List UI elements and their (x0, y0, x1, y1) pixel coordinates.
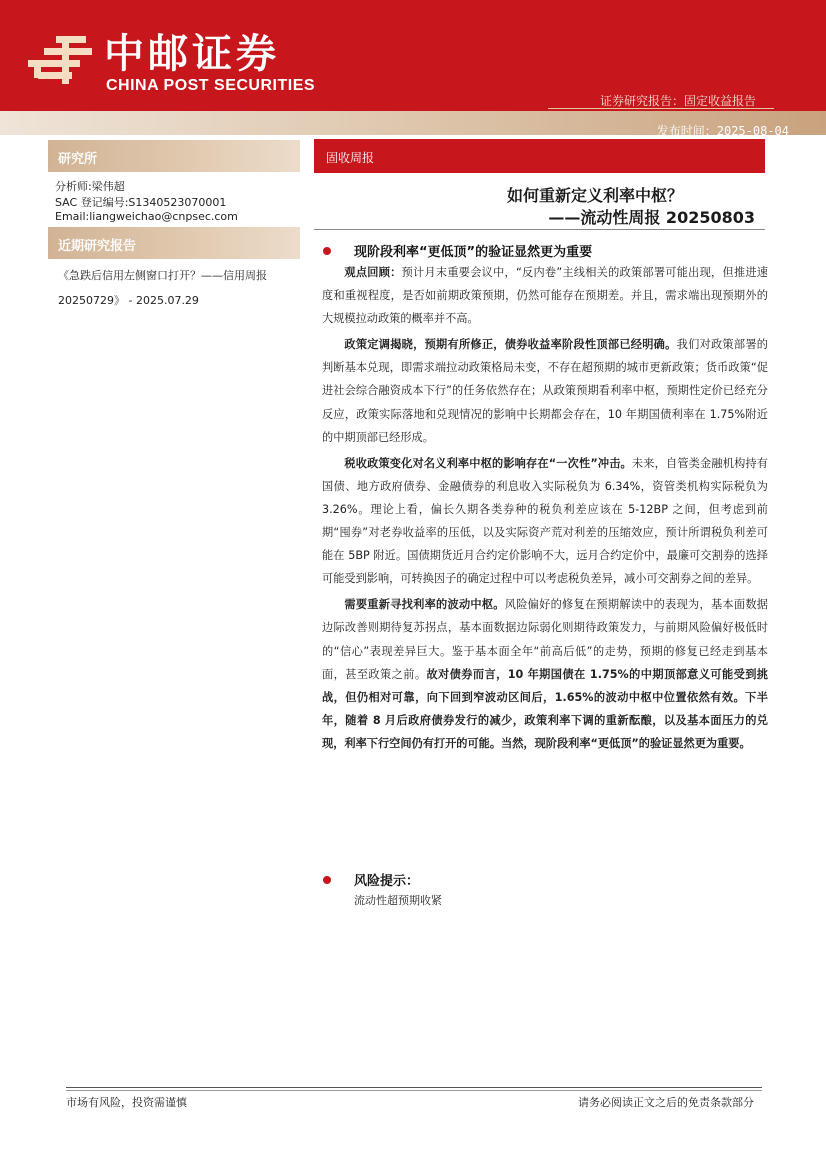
institute-section-title: 研究所 (48, 140, 300, 172)
brand-name-cn: 中邮证券 (104, 31, 280, 77)
report-subtitle: ——流动性周报 20250803 (548, 208, 755, 227)
recent-report-link[interactable]: 《急跌后信用左侧窗口打开？——信用周报 20250729》 - 2025.07.29 (58, 269, 267, 307)
paragraph-lead: 观点回顾： (344, 266, 402, 279)
paragraph-center (322, 593, 768, 755)
paragraph-tax (322, 452, 768, 591)
paragraph-review (322, 261, 768, 330)
paragraph-text: 预计月末重要会议中，“反内卷”主线相关的政策部署可能出现，但推进速度和重视程度，是否如前期政策预期，仍然可能存在预期差。并且，需求端出现预期外的大规模拉动政策的概率并不高。 (322, 266, 768, 326)
paragraph-conclusion: 故对债券而言，10 年期国债在 1.75%的中期顶部意义可能受到挑战，但仍相对可靠，向下回到窄波动区间后，1.65%的波动中枢中位置依然有效。下半年，随着 8 月后政府债券发行的减少，政策利率下调的重新酝酿，以及基本面压力的兑现，利率下行空间仍有打开的可能。当然，现阶段利率“更低顶”的验证显然更为重要。 (322, 667, 768, 750)
analyst-name: 分析师:梁伟超 (55, 180, 125, 193)
paragraph-lead: 需要重新寻找利率的波动中枢。 (344, 598, 505, 612)
footer-disclaimer: 请务必阅读正文之后的免责条款部分 (578, 1096, 754, 1109)
report-category-bar: 固收周报 (314, 139, 765, 173)
bullet-dot-icon (323, 876, 331, 884)
china-post-logo-icon (26, 34, 98, 86)
bullet-dot-icon (323, 247, 331, 255)
title-divider (314, 229, 765, 230)
paragraph-lead: 政策定调揭晓，预期有所修正，债券收益率阶段性顶部已经明确。 (344, 338, 677, 352)
brand-name-en: CHINA POST SECURITIES (106, 77, 316, 94)
paragraph-text: 我们对政策部署的判断基本兑现，即需求端拉动政策格局未变，不存在超预期的城市更新政策；货币政策“促进社会综合融资成本下行”的任务依然存在；从政策预期看利率中枢，预期性定价已经充分反应，政策实际落地和兑现情况的影响中长期都会存在，10 年期国债利率在 1.75%附近的中期顶部已经形成。 (322, 338, 768, 444)
paragraph-policy (322, 333, 768, 448)
footer-divider (66, 1087, 762, 1088)
paragraph-text: 未来，自管类金融机构持有国债、地方政府债券、金融债券的利息收入实际税负为 6.34%，资管类机构实际税负为 3.26%。理论上看，偏长久期各类券种的税负利差应该在 5-12BP 之间，但考虑到前期“囤券”对老券收益率的压低，以及实际资产荒对利差的压缩效应，预计所谓税负利差可能在 5BP 附近。国债期货近月合约定价影响不大，远月合约定价中，最廉可交割券的选择可能受到影响，可转换因子的确定过程中可以考虑税负差异，减小可交割券之间的差异。 (322, 456, 768, 586)
risk-heading: 风险提示： (354, 874, 420, 889)
footer-divider-secondary (66, 1090, 762, 1091)
key-view-heading: 现阶段利率“更低顶”的验证显然更为重要 (354, 245, 593, 260)
sac-number: SAC 登记编号:S1340523070001 (55, 196, 227, 209)
report-type-underline (548, 108, 774, 109)
risk-text: 流动性超预期收紧 (354, 894, 442, 907)
report-title: 如何重新定义利率中枢？ (506, 186, 683, 205)
paragraph-text: 风险偏好的修复在预期解读中的表现为，基本面数据边际改善则期待复苏拐点，基本面数据边际弱化则期待政策发力，与前期风险偏好极低时的“信心”表现差异巨大。鉴于基本面全年“前高后低”的走势，预期的修复已经走到基本面，甚至政策之前。 (322, 598, 768, 681)
report-body (322, 261, 768, 758)
analyst-email[interactable]: Email:liangweichao@cnpsec.com (55, 210, 238, 223)
recent-reports-title: 近期研究报告 (48, 227, 300, 259)
publish-date: 发布时间：2025-08-04 (656, 124, 789, 138)
footer-risk-note: 市场有风险，投资需谨慎 (66, 1096, 187, 1109)
report-type: 证券研究报告：固定收益报告 (599, 94, 756, 108)
paragraph-lead: 税收政策变化对名义利率中枢的影响存在“一次性”冲击。 (344, 456, 632, 470)
